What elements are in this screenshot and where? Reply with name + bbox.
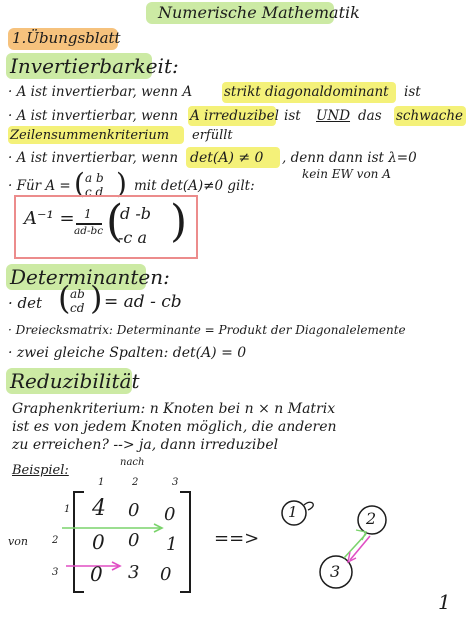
matrix-cell-3-3: 0 bbox=[160, 564, 172, 585]
det-line3: · zwei gleiche Spalten: det(A) = 0 bbox=[8, 345, 247, 361]
col-label-2: 2 bbox=[132, 477, 139, 488]
matrix-cell-3-2: 3 bbox=[128, 562, 140, 583]
inv-line5-pre: · Für A = bbox=[8, 178, 71, 194]
formula-num: 1 bbox=[84, 207, 92, 221]
inv-line1-post: ist bbox=[404, 84, 421, 100]
formula-paren-right: ) bbox=[170, 196, 188, 247]
inv-line2-hl: A irreduzibel bbox=[190, 108, 279, 124]
formula-r1: d -b bbox=[120, 204, 151, 223]
matrix-bracket-left bbox=[74, 492, 84, 592]
graph-node-1-label: 1 bbox=[288, 503, 298, 521]
reduzibilitaet-heading: Reduzibilität bbox=[10, 369, 140, 393]
row-label-1: 1 bbox=[64, 504, 71, 515]
beispiel-label: Beispiel: bbox=[12, 463, 69, 478]
inv-line5-paren-right: ) bbox=[116, 167, 127, 200]
matrix-cell-1-3: 0 bbox=[164, 504, 176, 525]
inv-line2-und: UND bbox=[316, 108, 351, 124]
inv-line5-mat-r2: c d bbox=[85, 185, 104, 199]
det-line1-paren-left: ( bbox=[58, 279, 71, 317]
det-line2: · Dreiecksmatrix: Determinante = Produkt der Diagonalelemente bbox=[8, 323, 406, 337]
inv-line2-mid: ist bbox=[284, 108, 301, 124]
page-number: 1 bbox=[438, 590, 451, 614]
formula-den: ad-bc bbox=[74, 225, 104, 237]
matrix-cell-2-2: 0 bbox=[128, 530, 140, 551]
inv-line4-post: , denn dann ist λ=0 bbox=[282, 150, 417, 166]
matrix-cell-3-1: 0 bbox=[90, 562, 103, 586]
det-line1-mat-r1: ab bbox=[70, 287, 85, 301]
implies-arrow: ==> bbox=[214, 528, 260, 549]
determinanten-heading: Determinanten: bbox=[10, 265, 170, 289]
red-line1: Graphenkriterium: n Knoten bei n × n Matrix bbox=[12, 401, 336, 417]
inv-line5-mat-r1: a b bbox=[85, 171, 104, 185]
inv-line3-hl: Zeilensummenkriterium bbox=[10, 128, 170, 143]
row-label-2: 2 bbox=[52, 535, 59, 546]
matrix-bracket-right bbox=[180, 492, 190, 592]
matrix-cell-1-2: 0 bbox=[128, 500, 140, 521]
inv-line4b: kein EW von A bbox=[302, 167, 391, 181]
matrix-cell-1-1: 4 bbox=[92, 496, 106, 521]
det-line1-post: = ad - cb bbox=[104, 292, 182, 312]
red-line2: ist es von jedem Knoten möglich, die anderen bbox=[12, 419, 337, 435]
det-line1-paren-right: ) bbox=[90, 279, 103, 317]
invertierbarkeit-heading: Invertierbarkeit: bbox=[10, 54, 179, 78]
formula-lhs: A⁻¹ = bbox=[24, 208, 75, 229]
inv-line1-hl: strikt diagonaldominant bbox=[224, 84, 389, 100]
inv-line4-pre: · A ist invertierbar, wenn bbox=[8, 150, 179, 166]
von-label: von bbox=[8, 535, 28, 548]
inv-line2-post: das bbox=[358, 108, 382, 124]
inv-line5-post: mit det(A)≠0 gilt: bbox=[134, 178, 255, 194]
det-line1-mat-r2: cd bbox=[70, 301, 85, 315]
inv-line5-paren-left: ( bbox=[74, 167, 85, 200]
inv-line2-pre: · A ist invertierbar, wenn bbox=[8, 108, 179, 124]
matrix-cell-2-3: 1 bbox=[166, 534, 178, 555]
nach-label: nach bbox=[120, 457, 145, 468]
det-line1-pre: · det bbox=[8, 294, 43, 312]
formula-paren-left: ( bbox=[106, 196, 124, 247]
inv-line4-hl: det(A) ≠ 0 bbox=[190, 150, 264, 166]
formula-r2: -c a bbox=[118, 228, 147, 247]
graph-node-3-label: 3 bbox=[330, 562, 341, 581]
page-title: Numerische Mathematik bbox=[158, 3, 360, 22]
row-label-3: 3 bbox=[52, 567, 59, 578]
matrix-cell-2-1: 0 bbox=[92, 530, 105, 554]
inv-line2-hl2: schwache bbox=[396, 108, 464, 124]
red-line3: zu erreichen? --> ja, dann irreduzibel bbox=[12, 437, 279, 453]
inv-line3-post: erfüllt bbox=[192, 128, 233, 143]
col-label-3: 3 bbox=[172, 477, 179, 488]
graph-node-2-label: 2 bbox=[366, 509, 377, 528]
col-label-1: 1 bbox=[98, 477, 105, 488]
inv-line1-pre: · A ist invertierbar, wenn A bbox=[8, 84, 193, 100]
sheet-label: 1.Übungsblatt bbox=[12, 29, 121, 47]
